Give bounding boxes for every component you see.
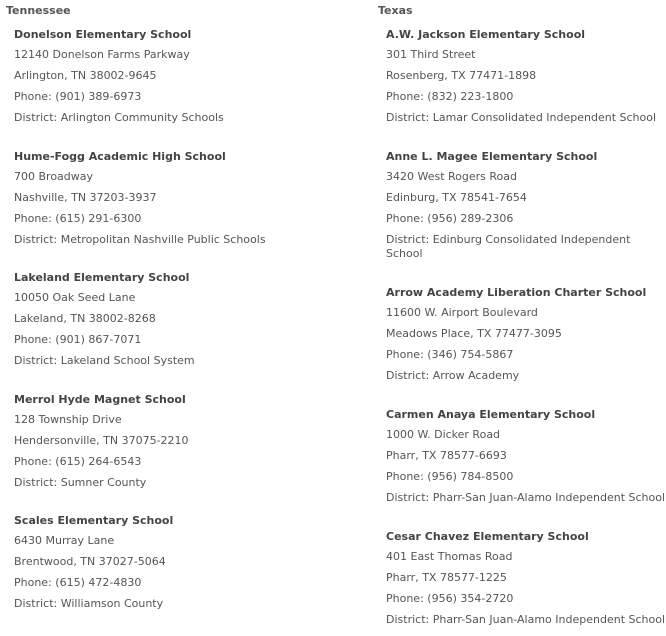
school-city: Pharr, TX 78577-6693 (386, 449, 507, 462)
school-district: District: Pharr-San Juan-Alamo Independent School (386, 491, 666, 504)
school-district: District: Williamson County (14, 597, 164, 610)
school-name: Hume-Fogg Academic High School (14, 150, 226, 163)
school-city: Hendersonville, TN 37075-2210 (14, 434, 189, 447)
school-address: 3420 West Rogers Road (386, 170, 518, 183)
school-entry (386, 150, 666, 261)
school-city: Rosenberg, TX 77471-1898 (386, 69, 537, 82)
school-address: 6430 Murray Lane (14, 534, 115, 547)
school-district: District: Lamar Consolidated Independent School (386, 111, 657, 124)
school-name: Merrol Hyde Magnet School (14, 393, 186, 406)
state-heading: Tennessee (6, 4, 71, 17)
school-city: Pharr, TX 78577-1225 (386, 571, 507, 584)
school-entry (14, 28, 290, 125)
school-district: District: Arrow Academy (386, 369, 520, 382)
school-city: Edinburg, TX 78541-7654 (386, 191, 527, 204)
school-address: 401 East Thomas Road (386, 550, 513, 563)
school-entry (14, 393, 290, 490)
school-address: 301 Third Street (386, 48, 476, 61)
school-city: Brentwood, TN 37027-5064 (14, 555, 166, 568)
school-phone: Phone: (346) 754-5867 (386, 348, 514, 361)
school-phone: Phone: (832) 223-1800 (386, 90, 514, 103)
school-phone: Phone: (956) 354-2720 (386, 592, 514, 605)
school-address: 700 Broadway (14, 170, 94, 183)
school-city: Lakeland, TN 38002-8268 (14, 312, 156, 325)
school-phone: Phone: (901) 867-7071 (14, 333, 142, 346)
school-address: 11600 W. Airport Boulevard (386, 306, 538, 319)
school-name: A.W. Jackson Elementary School (386, 28, 586, 41)
school-address: 1000 W. Dicker Road (386, 428, 501, 441)
school-district: District: Edinburg Consolidated Independent School (386, 233, 631, 260)
school-district: District: Metropolitan Nashville Public Schools (14, 233, 266, 246)
school-entry (386, 408, 666, 505)
school-name: Cesar Chavez Elementary School (386, 530, 589, 543)
school-city: Meadows Place, TX 77477-3095 (386, 327, 562, 340)
school-entry (386, 530, 666, 627)
school-district: District: Sumner County (14, 476, 147, 489)
school-city: Nashville, TN 37203-3937 (14, 191, 157, 204)
school-district: District: Lakeland School System (14, 354, 195, 367)
school-name: Carmen Anaya Elementary School (386, 408, 596, 421)
school-name: Donelson Elementary School (14, 28, 192, 41)
school-name: Arrow Academy Liberation Charter School (386, 286, 647, 299)
school-entry (14, 514, 290, 611)
school-entry (386, 28, 666, 125)
school-phone: Phone: (901) 389-6973 (14, 90, 142, 103)
school-entry (14, 271, 290, 368)
school-name: Lakeland Elementary School (14, 271, 190, 284)
state-heading: Texas (378, 4, 413, 17)
school-address: 12140 Donelson Farms Parkway (14, 48, 190, 61)
school-district: District: Arlington Community Schools (14, 111, 224, 124)
school-entry (386, 286, 666, 383)
school-phone: Phone: (956) 784-8500 (386, 470, 514, 483)
school-district: District: Pharr-San Juan-Alamo Independent School (386, 613, 666, 626)
school-phone: Phone: (956) 289-2306 (386, 212, 514, 225)
school-address: 10050 Oak Seed Lane (14, 291, 136, 304)
school-phone: Phone: (615) 291-6300 (14, 212, 142, 225)
school-address: 128 Township Drive (14, 413, 122, 426)
school-phone: Phone: (615) 264-6543 (14, 455, 142, 468)
school-city: Arlington, TN 38002-9645 (14, 69, 157, 82)
school-name: Scales Elementary School (14, 514, 174, 527)
school-name: Anne L. Magee Elementary School (386, 150, 598, 163)
school-entry (14, 150, 290, 247)
school-phone: Phone: (615) 472-4830 (14, 576, 142, 589)
